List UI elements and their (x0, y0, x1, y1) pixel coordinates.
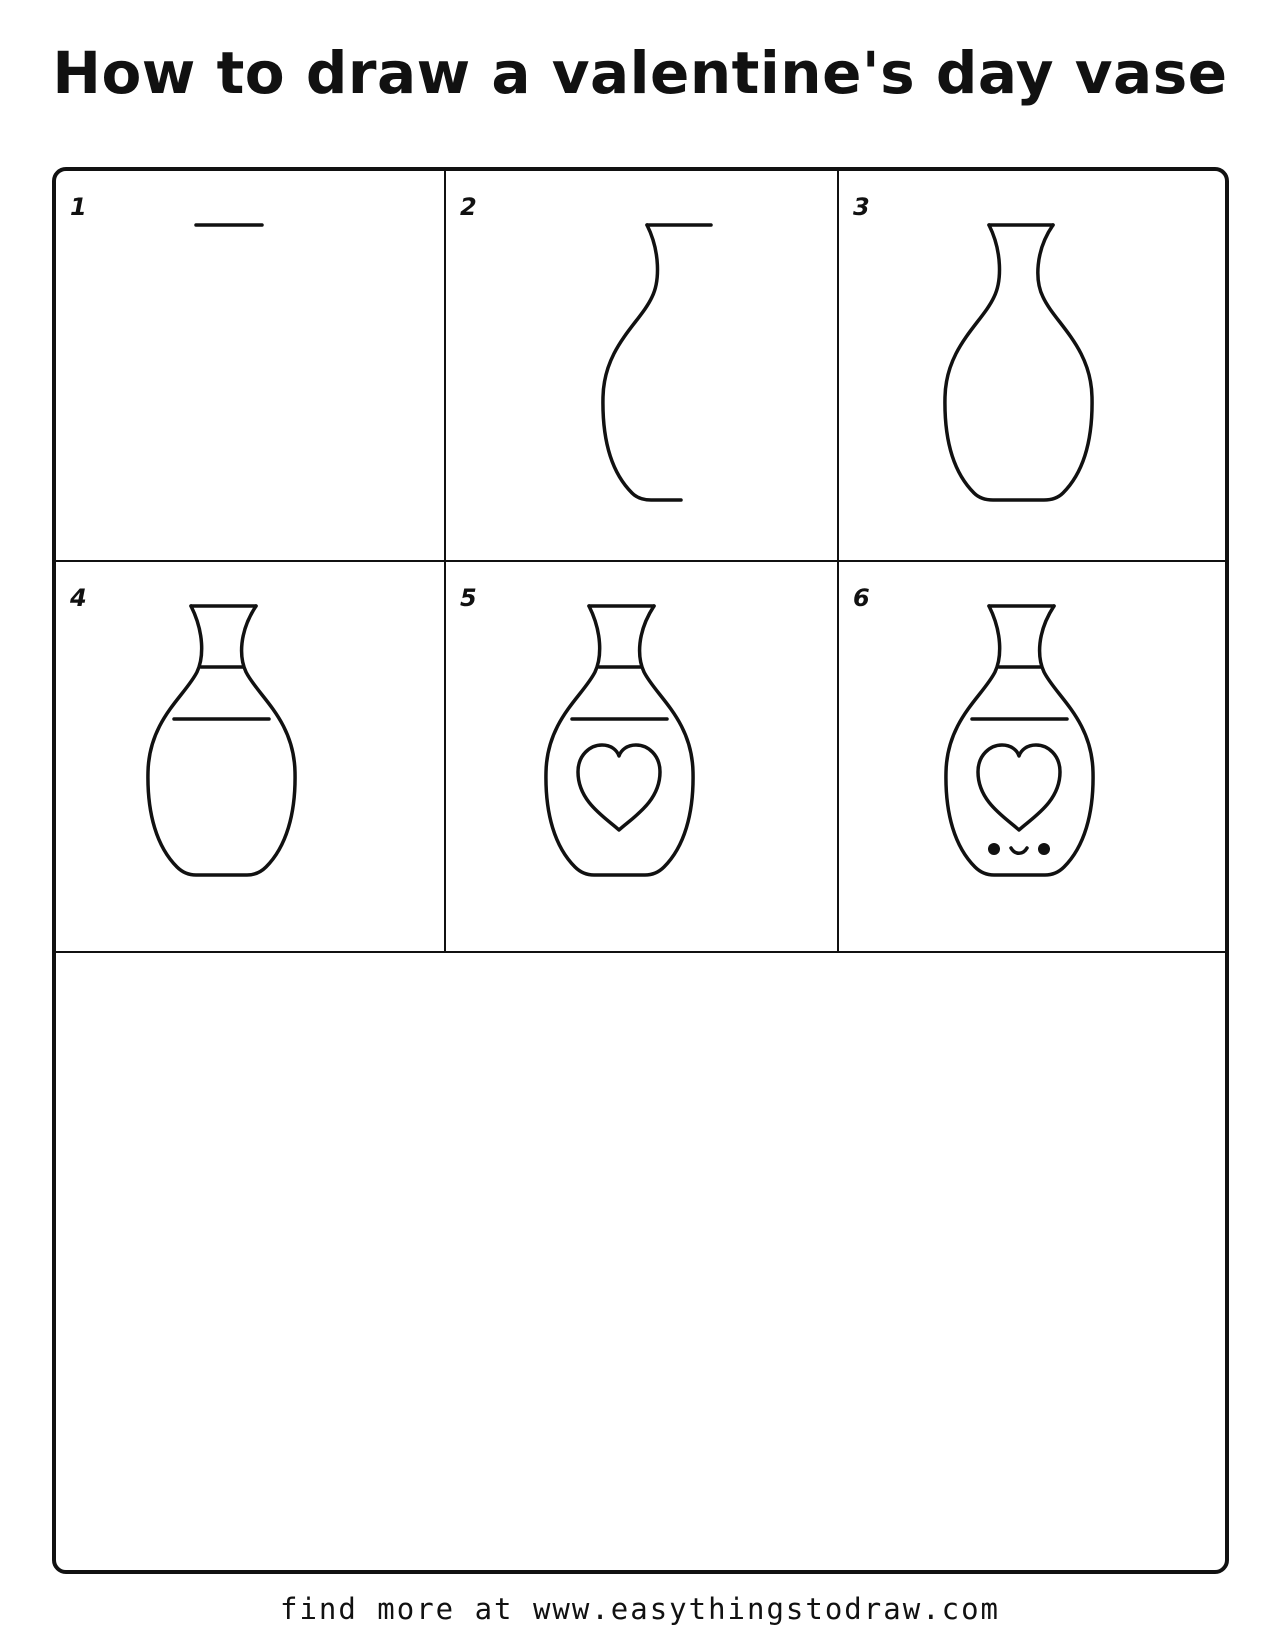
step-number: 1 (70, 193, 87, 221)
vase-step-2-drawing (446, 171, 839, 562)
drawing-sheet (52, 167, 1229, 1574)
vase-step-3-drawing (839, 171, 1225, 562)
left-eye-icon (988, 843, 1000, 855)
right-eye-icon (1038, 843, 1050, 855)
step-number: 2 (460, 193, 477, 221)
step-number: 3 (853, 193, 870, 221)
page-title: How to draw a valentine's day vase (52, 39, 1228, 107)
step-cell-4 (56, 562, 446, 953)
vase-step-1-drawing (56, 171, 446, 562)
smile-icon (1011, 848, 1027, 853)
step-number: 6 (853, 584, 870, 612)
step-cell-3 (839, 171, 1225, 562)
practice-area (56, 953, 1225, 1570)
step-cell-6 (839, 562, 1225, 953)
vase-step-5-drawing (446, 562, 839, 953)
vase-step-6-drawing (839, 562, 1225, 953)
step-cell-1 (56, 171, 446, 562)
vase-step-4-drawing (56, 562, 446, 953)
footer-text: find more at www.easythingstodraw.com (279, 1592, 1000, 1626)
steps-grid (56, 171, 1225, 953)
heart-icon (978, 745, 1060, 830)
step-cell-5 (446, 562, 839, 953)
step-cell-2 (446, 171, 839, 562)
heart-icon (578, 745, 660, 830)
step-number: 5 (460, 584, 477, 612)
step-number: 4 (70, 584, 87, 612)
